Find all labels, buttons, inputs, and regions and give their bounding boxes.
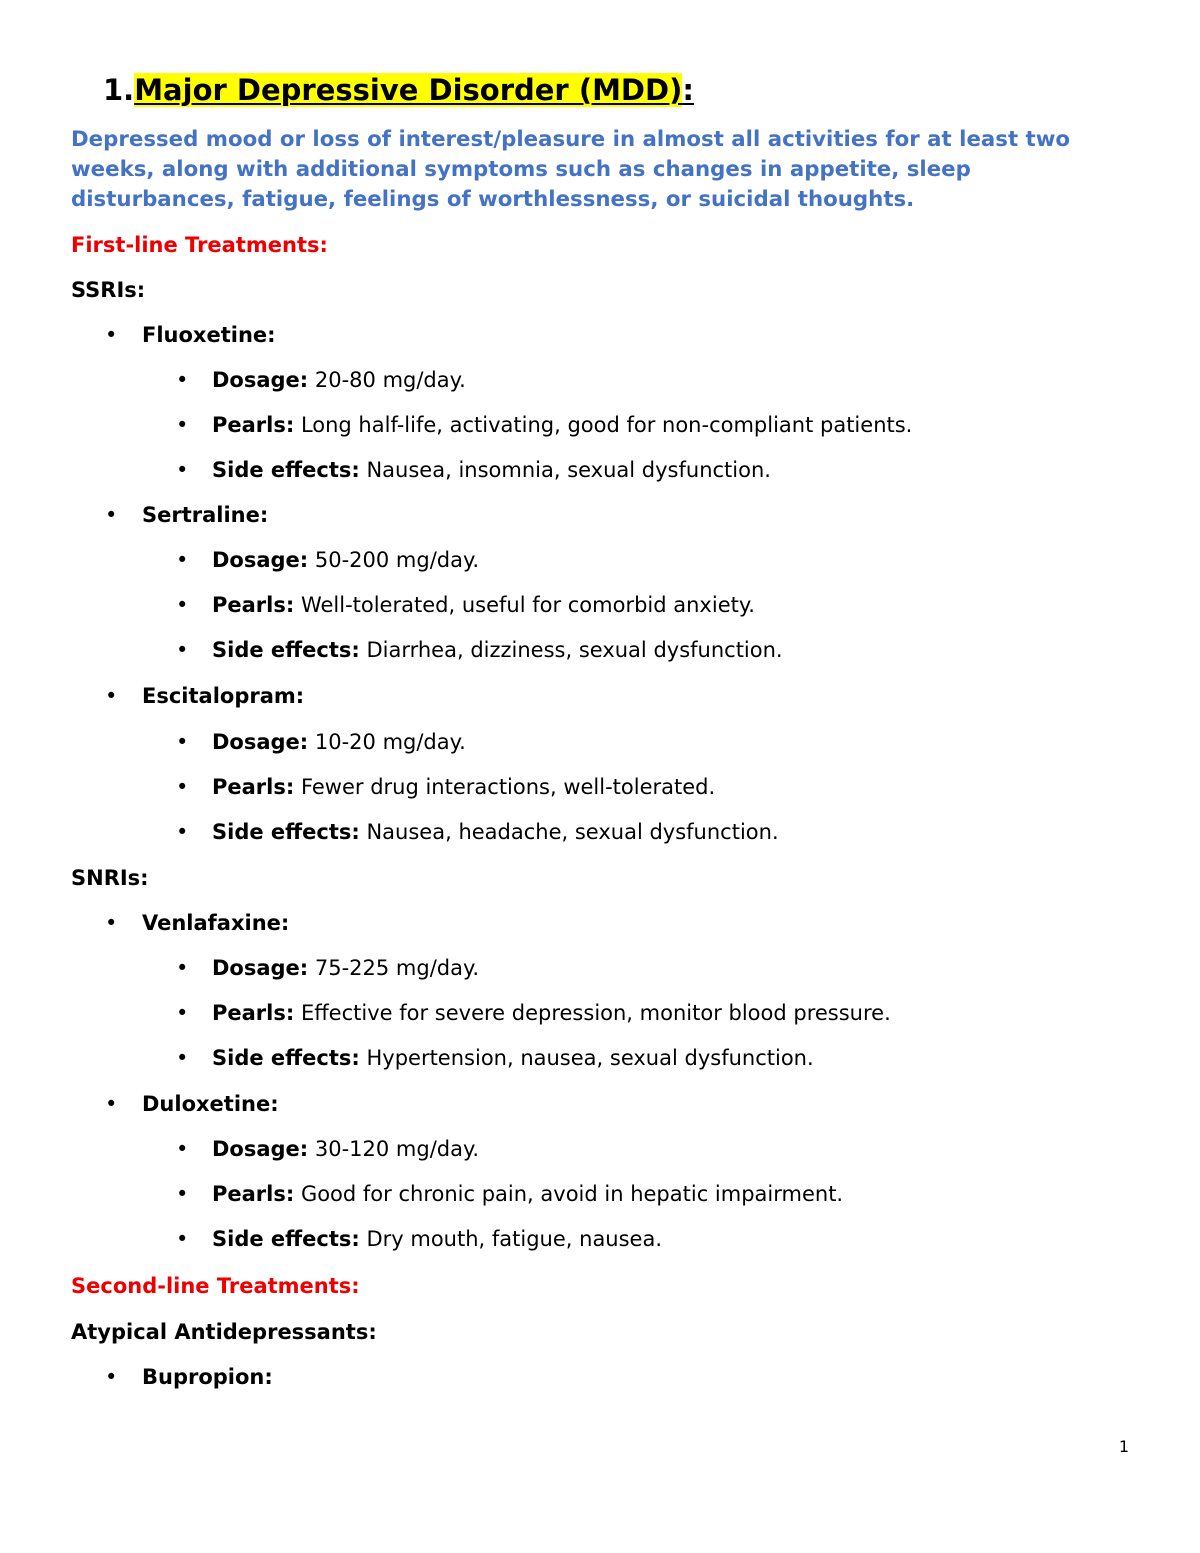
bullet-icon: • xyxy=(176,820,189,844)
bullet-icon: • xyxy=(105,911,118,935)
escitalopram-pearls xyxy=(176,773,715,801)
bullet-icon: • xyxy=(176,1046,189,1070)
side-effects-label: Side effects: xyxy=(212,1227,360,1251)
bullet-icon: • xyxy=(105,323,118,347)
bullet-icon: • xyxy=(176,956,189,980)
bullet-icon: • xyxy=(105,684,118,708)
mdd-definition: Depressed mood or loss of interest/pleasure in almost all activities for at least two weeks, along with additional symptoms such as changes in appetite, sleep disturbances, fatigue, feelings of worthlessness, or suicidal thoughts. xyxy=(71,127,1071,212)
venlafaxine-side-effects xyxy=(176,1044,814,1072)
atypical-antidepressants-label: Atypical Antidepressants: xyxy=(71,1320,377,1344)
pearls-value: Fewer drug interactions, well-tolerated. xyxy=(294,775,716,799)
pearls-label: Pearls: xyxy=(212,1001,295,1025)
pearls-value: Well-tolerated, useful for comorbid anxiety. xyxy=(294,593,755,617)
bullet-icon: • xyxy=(176,1137,189,1161)
escitalopram-dosage xyxy=(176,728,466,756)
dosage-label: Dosage: xyxy=(212,730,309,754)
pearls-value: Long half-life, activating, good for non-compliant patients. xyxy=(294,413,913,437)
heading-colon: : xyxy=(682,73,694,107)
duloxetine-dosage xyxy=(176,1135,479,1163)
sertraline-pearls xyxy=(176,591,755,619)
drug-bupropion xyxy=(105,1363,273,1391)
fluoxetine-side-effects xyxy=(176,456,771,484)
fluoxetine-pearls xyxy=(176,411,912,439)
section-heading xyxy=(103,72,694,108)
dosage-label: Dosage: xyxy=(212,548,309,572)
bullet-icon: • xyxy=(176,368,189,392)
dosage-label: Dosage: xyxy=(212,956,309,980)
drug-fluoxetine xyxy=(105,321,276,349)
pearls-value: Good for chronic pain, avoid in hepatic impairment. xyxy=(294,1182,844,1206)
venlafaxine-dosage xyxy=(176,954,479,982)
page-number: 1 xyxy=(1118,1437,1129,1456)
pearls-label: Pearls: xyxy=(212,1182,295,1206)
dosage-label: Dosage: xyxy=(212,1137,309,1161)
drug-sertraline xyxy=(105,501,268,529)
bullet-icon: • xyxy=(176,730,189,754)
bullet-icon: • xyxy=(176,1182,189,1206)
pearls-value: Effective for severe depression, monitor blood pressure. xyxy=(294,1001,891,1025)
dosage-value: 75-225 mg/day. xyxy=(308,956,480,980)
drug-name: Fluoxetine: xyxy=(142,323,276,347)
drug-escitalopram xyxy=(105,682,304,710)
bullet-icon: • xyxy=(105,1092,118,1116)
drug-name: Duloxetine: xyxy=(142,1092,279,1116)
escitalopram-side-effects xyxy=(176,818,779,846)
bullet-icon: • xyxy=(176,413,189,437)
bullet-icon: • xyxy=(176,775,189,799)
sertraline-dosage xyxy=(176,546,479,574)
pearls-label: Pearls: xyxy=(212,775,295,799)
dosage-label: Dosage: xyxy=(212,368,309,392)
bullet-icon: • xyxy=(176,458,189,482)
bullet-icon: • xyxy=(176,1227,189,1251)
bullet-icon: • xyxy=(105,503,118,527)
dosage-value: 50-200 mg/day. xyxy=(308,548,480,572)
drug-duloxetine xyxy=(105,1090,279,1118)
drug-name: Venlafaxine: xyxy=(142,911,290,935)
ssri-group-label: SSRIs: xyxy=(71,278,146,302)
drug-name: Escitalopram: xyxy=(142,684,305,708)
side-effects-label: Side effects: xyxy=(212,820,360,844)
bullet-icon: • xyxy=(176,593,189,617)
duloxetine-pearls xyxy=(176,1180,843,1208)
pearls-label: Pearls: xyxy=(212,593,295,617)
bullet-icon: • xyxy=(176,638,189,662)
first-line-treatments-label: First-line Treatments: xyxy=(71,233,328,257)
snri-group-label: SNRIs: xyxy=(71,866,149,890)
second-line-treatments-label: Second-line Treatments: xyxy=(71,1274,360,1298)
heading-number: 1. xyxy=(103,73,135,107)
heading-title: Major Depressive Disorder (MDD) xyxy=(134,73,683,107)
fluoxetine-dosage xyxy=(176,366,466,394)
side-effects-value: Nausea, insomnia, sexual dysfunction. xyxy=(359,458,771,482)
dosage-value: 30-120 mg/day. xyxy=(308,1137,480,1161)
drug-name: Sertraline: xyxy=(142,503,269,527)
duloxetine-side-effects xyxy=(176,1225,662,1253)
side-effects-label: Side effects: xyxy=(212,458,360,482)
side-effects-label: Side effects: xyxy=(212,1046,360,1070)
bullet-icon: • xyxy=(176,1001,189,1025)
sertraline-side-effects xyxy=(176,636,783,664)
side-effects-value: Hypertension, nausea, sexual dysfunction. xyxy=(359,1046,814,1070)
side-effects-label: Side effects: xyxy=(212,638,360,662)
dosage-value: 20-80 mg/day. xyxy=(308,368,466,392)
dosage-value: 10-20 mg/day. xyxy=(308,730,466,754)
venlafaxine-pearls xyxy=(176,999,891,1027)
bullet-icon: • xyxy=(176,548,189,572)
side-effects-value: Dry mouth, fatigue, nausea. xyxy=(359,1227,663,1251)
side-effects-value: Diarrhea, dizziness, sexual dysfunction. xyxy=(359,638,783,662)
side-effects-value: Nausea, headache, sexual dysfunction. xyxy=(359,820,779,844)
bullet-icon: • xyxy=(105,1365,118,1389)
drug-name: Bupropion: xyxy=(142,1365,273,1389)
drug-venlafaxine xyxy=(105,909,289,937)
pearls-label: Pearls: xyxy=(212,413,295,437)
